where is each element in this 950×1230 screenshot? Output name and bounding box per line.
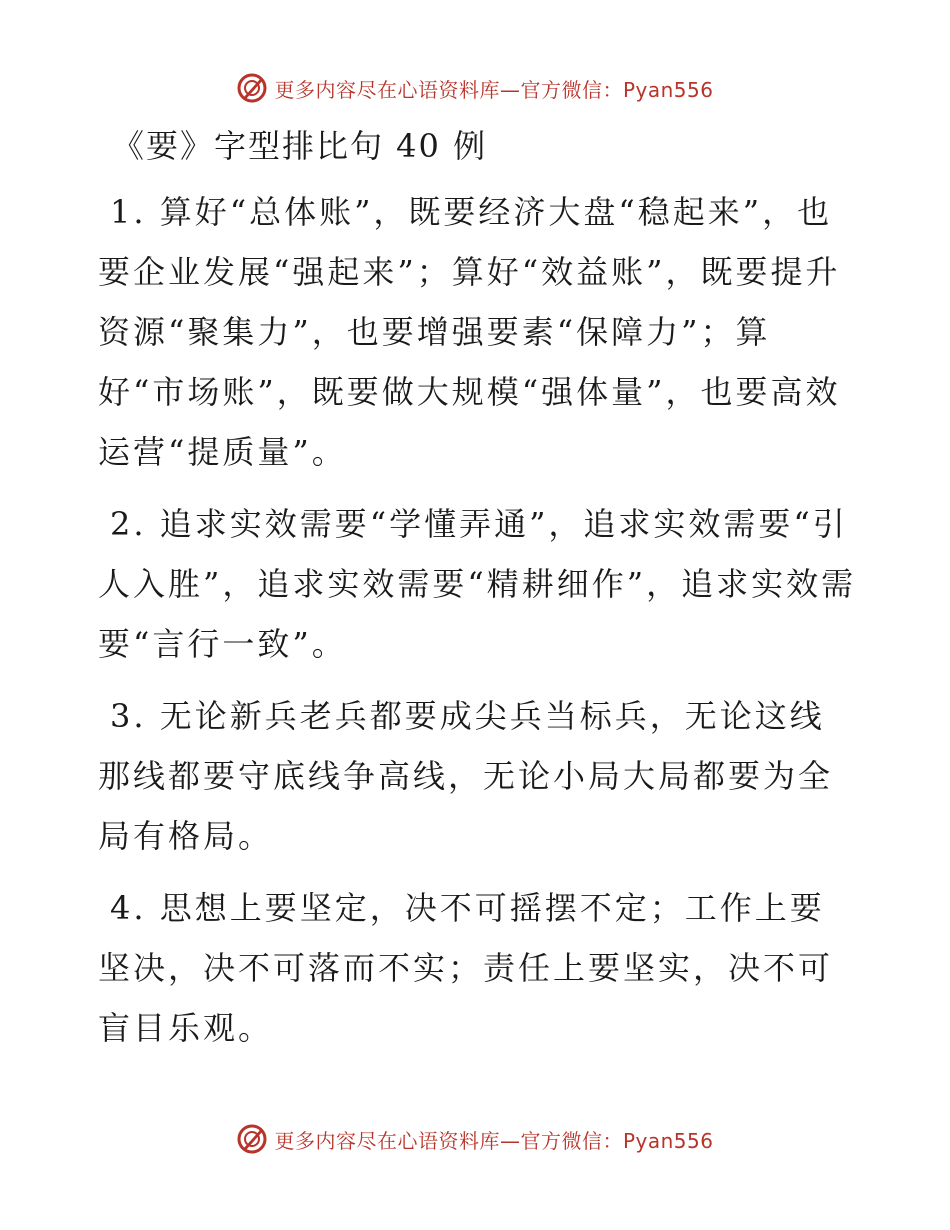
pen-circle-logo-icon — [236, 72, 268, 104]
header-banner — [0, 72, 950, 104]
document-title: 《要》字型排比句 40 例 — [112, 127, 488, 165]
paragraph-3: 3. 无论新兵老兵都要成尖兵当标兵，无论这线那线都要守底线争高线，无论小局大局都要为全局有格局。 — [98, 697, 834, 855]
banner-text: 更多内容尽在心语资料库—官方微信：Pyan556 — [274, 77, 714, 102]
footer-banner — [0, 1123, 950, 1155]
paragraph-2: 2. 追求实效需要“学懂弄通”，追求实效需要“引人入胜”，追求实效需要“精耕细作”，追求实效需要“言行一致”。 — [98, 505, 857, 663]
paragraph-1: 1. 算好“总体账”，既要经济大盘“稳起来”，也要企业发展“强起来”；算好“效益账”，既要提升资源“聚集力”，也要增强要素“保障力”；算好“市场账”，既要做大规模“强体量”，也要高效运营“提质量”。 — [98, 193, 841, 471]
banner-text: 更多内容尽在心语资料库—官方微信：Pyan556 — [274, 1128, 714, 1153]
document-body — [98, 120, 858, 1070]
pen-circle-logo-icon — [236, 1123, 268, 1155]
paragraph-4: 4. 思想上要坚定，决不可摇摆不定；工作上要坚决，决不可落而不实；责任上要坚实，决不可盲目乐观。 — [98, 889, 834, 1047]
